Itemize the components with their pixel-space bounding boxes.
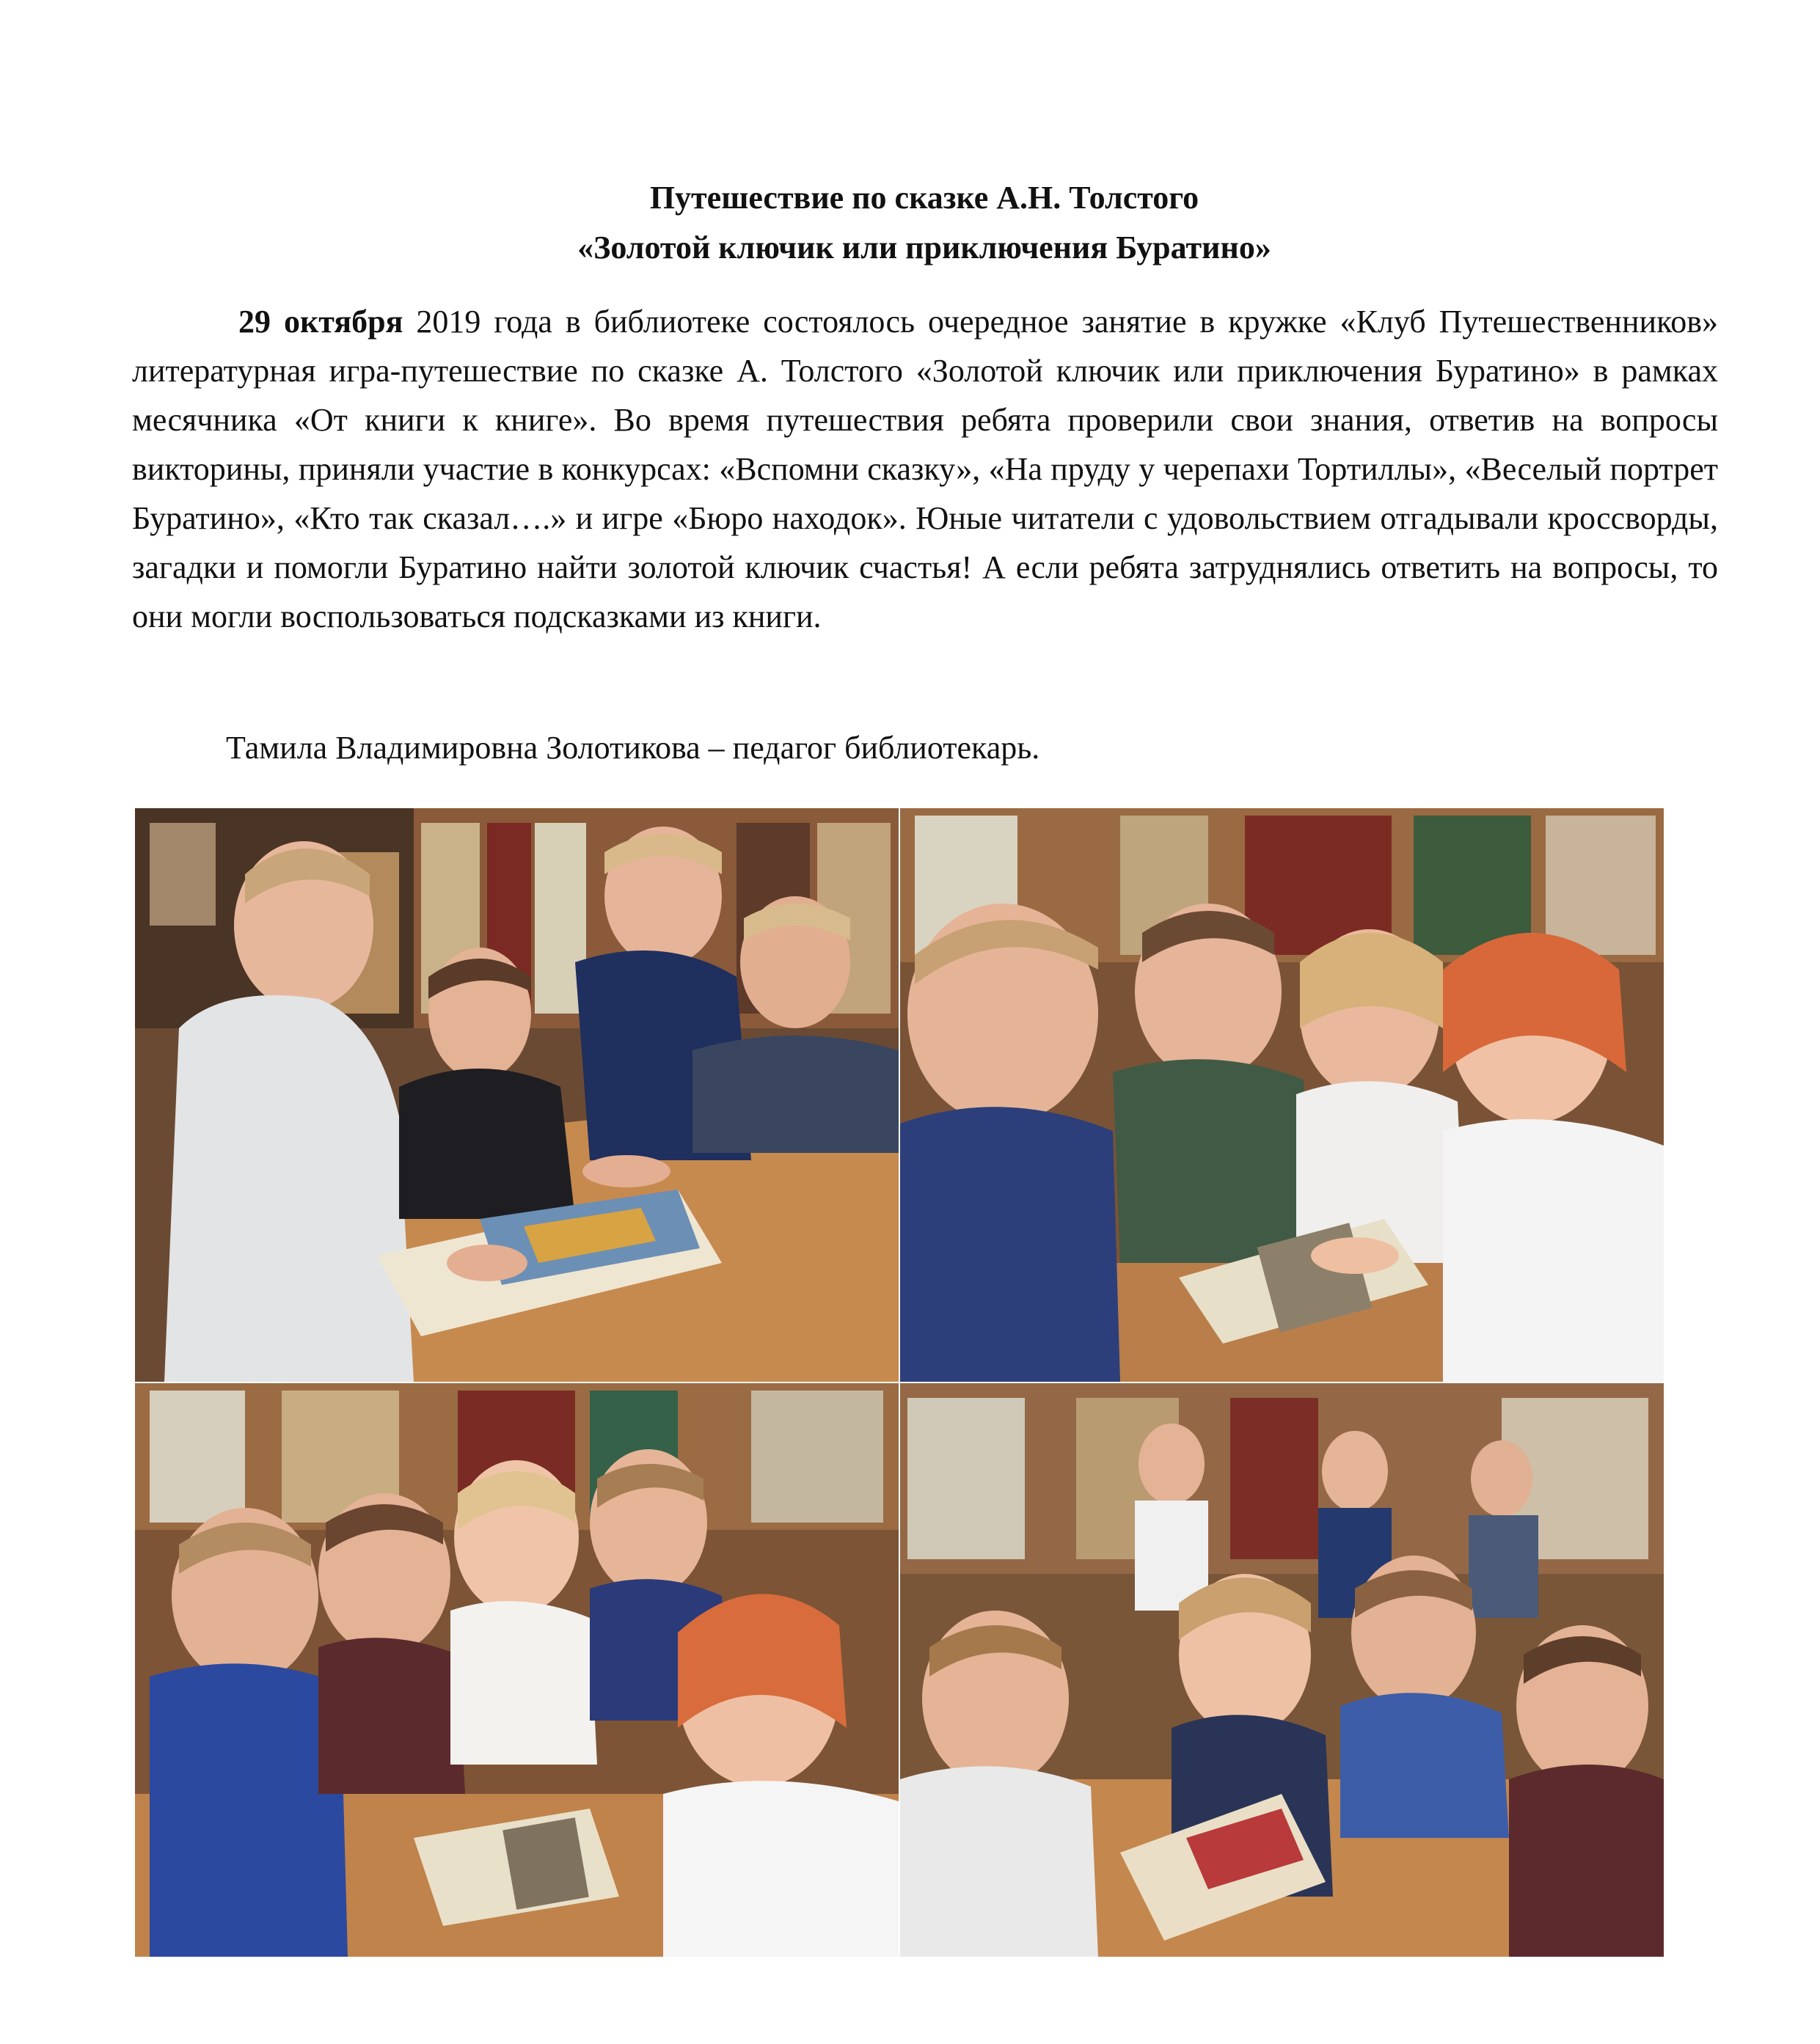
photo-group-of-children-at-library-table (900, 1383, 1664, 1957)
paragraph-text: 2019 года в библиотеке состоялось очередное занятие в кружке «Клуб Путешественников» литературная игра-путешествие по сказке А. Толстого «Золотой ключик или приключения Буратино» в рамках месячника «От книги к книге». Во время путешествия ребята проверили свои знания, ответив на вопросы викторины, приняли участие в конкурсах: «Вспомни сказку», «На пруду у черепахи Тортиллы», «Веселый портрет Буратино», «Кто так сказал….» и игре «Бюро находок». Юные читатели с удовольствием отгадывали кроссворды, загадки и помогли Буратино найти золотой ключик счастья! А если ребята затруднялись ответить на вопросы, то они могли воспользоваться подсказками из книги. (132, 304, 1718, 634)
photo-children-reading-picture-book (135, 808, 899, 1382)
photo-children-smiling-around-open-book (135, 1383, 899, 1957)
main-paragraph (132, 297, 1718, 641)
event-date: 29 октября (238, 304, 403, 340)
title-line-2: «Золотой ключик или приключения Буратино» (577, 230, 1271, 265)
author-signature: Тамила Владимировна Золотикова – педагог библиотекарь. (226, 730, 1040, 766)
title-line-1: Путешествие по сказке А.Н. Толстого (649, 180, 1199, 216)
photo-collage (135, 808, 1664, 1958)
photo-children-looking-at-book-illustration (900, 808, 1664, 1382)
